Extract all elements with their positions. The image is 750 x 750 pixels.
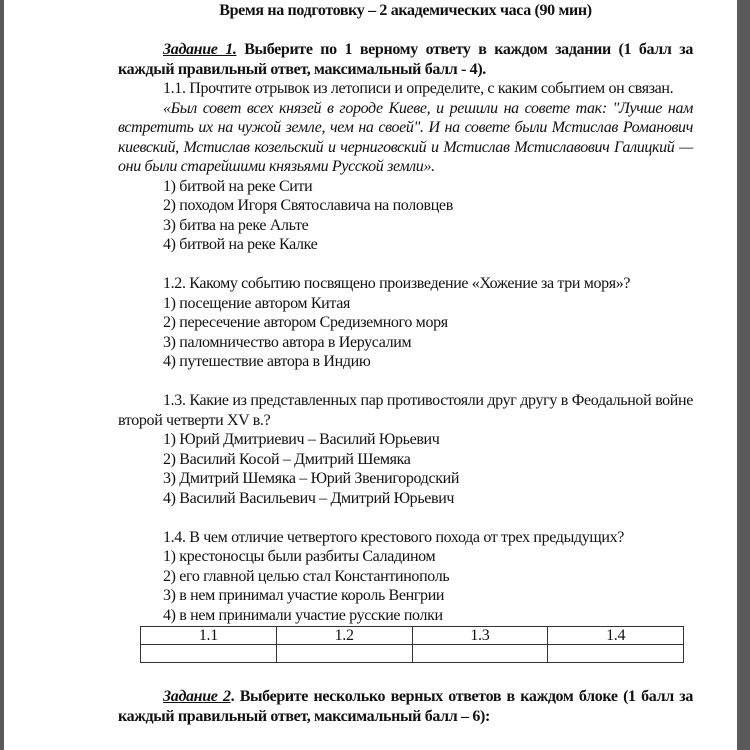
option: 1) битвой на реке Сити <box>163 177 313 195</box>
question-1-2: 1.2. Какому событию посвящено произведение «Хожение за три моря»? <box>163 275 631 292</box>
task1-heading <box>118 40 693 79</box>
answer-table <box>140 626 684 663</box>
answer-cell <box>141 645 277 663</box>
question-1-1: 1.1. Прочтите отрывок из летописи и определите, с каким событием он связан. <box>163 80 674 97</box>
option: 2) Василий Косой – Дмитрий Шемяка <box>163 450 411 468</box>
option: 1) посещение автором Китая <box>163 294 350 312</box>
answer-cell <box>412 645 548 663</box>
task2-label: Задание 2 <box>163 688 231 705</box>
task2-heading <box>118 687 693 726</box>
document-content <box>118 1 693 726</box>
option: 3) паломничество автора в Иерусалим <box>163 333 412 351</box>
task2-text: . Выберите несколько верных ответов в каждом блоке (1 балл за каждый правильный ответ, максимальный балл – 6): <box>118 688 693 725</box>
option: 3) битва на реке Альте <box>163 216 309 234</box>
table-header-row <box>141 627 684 645</box>
table-header: 1.3 <box>412 627 548 645</box>
table-answer-row <box>141 645 684 663</box>
document-title: Время на подготовку – 2 академических часа (90 мин) <box>219 2 592 19</box>
option: 2) пересечение автором Средиземного моря <box>163 314 448 331</box>
table-header: 1.1 <box>141 627 277 645</box>
option: 1) крестоносцы были разбиты Саладином <box>163 548 436 565</box>
task1-label: Задание 1. <box>163 41 237 58</box>
table-header: 1.2 <box>276 627 412 645</box>
question-1-3: 1.3. Какие из представленных пар противостояли друг другу в Феодальной войне второй четверти XV в.? <box>118 392 693 429</box>
option: 4) в нем принимали участие русские полки <box>163 606 443 624</box>
option: 2) его главной целью стал Константинополь <box>163 567 450 585</box>
answer-cell <box>548 645 684 663</box>
option: 4) Василий Васильевич – Дмитрий Юрьевич <box>163 489 455 507</box>
option: 4) битвой на реке Калке <box>163 236 318 253</box>
table-header: 1.4 <box>548 627 684 645</box>
task1-text: Выберите по 1 верному ответу в каждом задании (1 балл за каждый правильный ответ, максимальный балл - 4). <box>118 41 693 78</box>
option: 4) путешествие автора в Индию <box>163 353 371 370</box>
chronicle-quote: «Был совет всех князей в городе Киеве, и решили на совете так: "Лучше нам встретить их на чужой земле, чем на своей". И на совете были Мстислав Романович киевский, Мстислав козельский и черниговский и Мстислав Мстиславович Галицкий — они были старейшими князьями Русской земли». <box>118 99 693 175</box>
answer-cell <box>276 645 412 663</box>
option: 3) в нем принимал участие король Венгрии <box>163 587 445 604</box>
option: 1) Юрий Дмитриевич – Василий Юрьевич <box>163 431 440 448</box>
question-1-4: 1.4. В чем отличие четвертого крестового похода от трех предыдущих? <box>163 528 625 546</box>
option: 2) походом Игоря Святославича на половцев <box>163 197 453 214</box>
option: 3) Дмитрий Шемяка – Юрий Звенигородский <box>163 470 460 487</box>
document-page <box>4 0 737 750</box>
